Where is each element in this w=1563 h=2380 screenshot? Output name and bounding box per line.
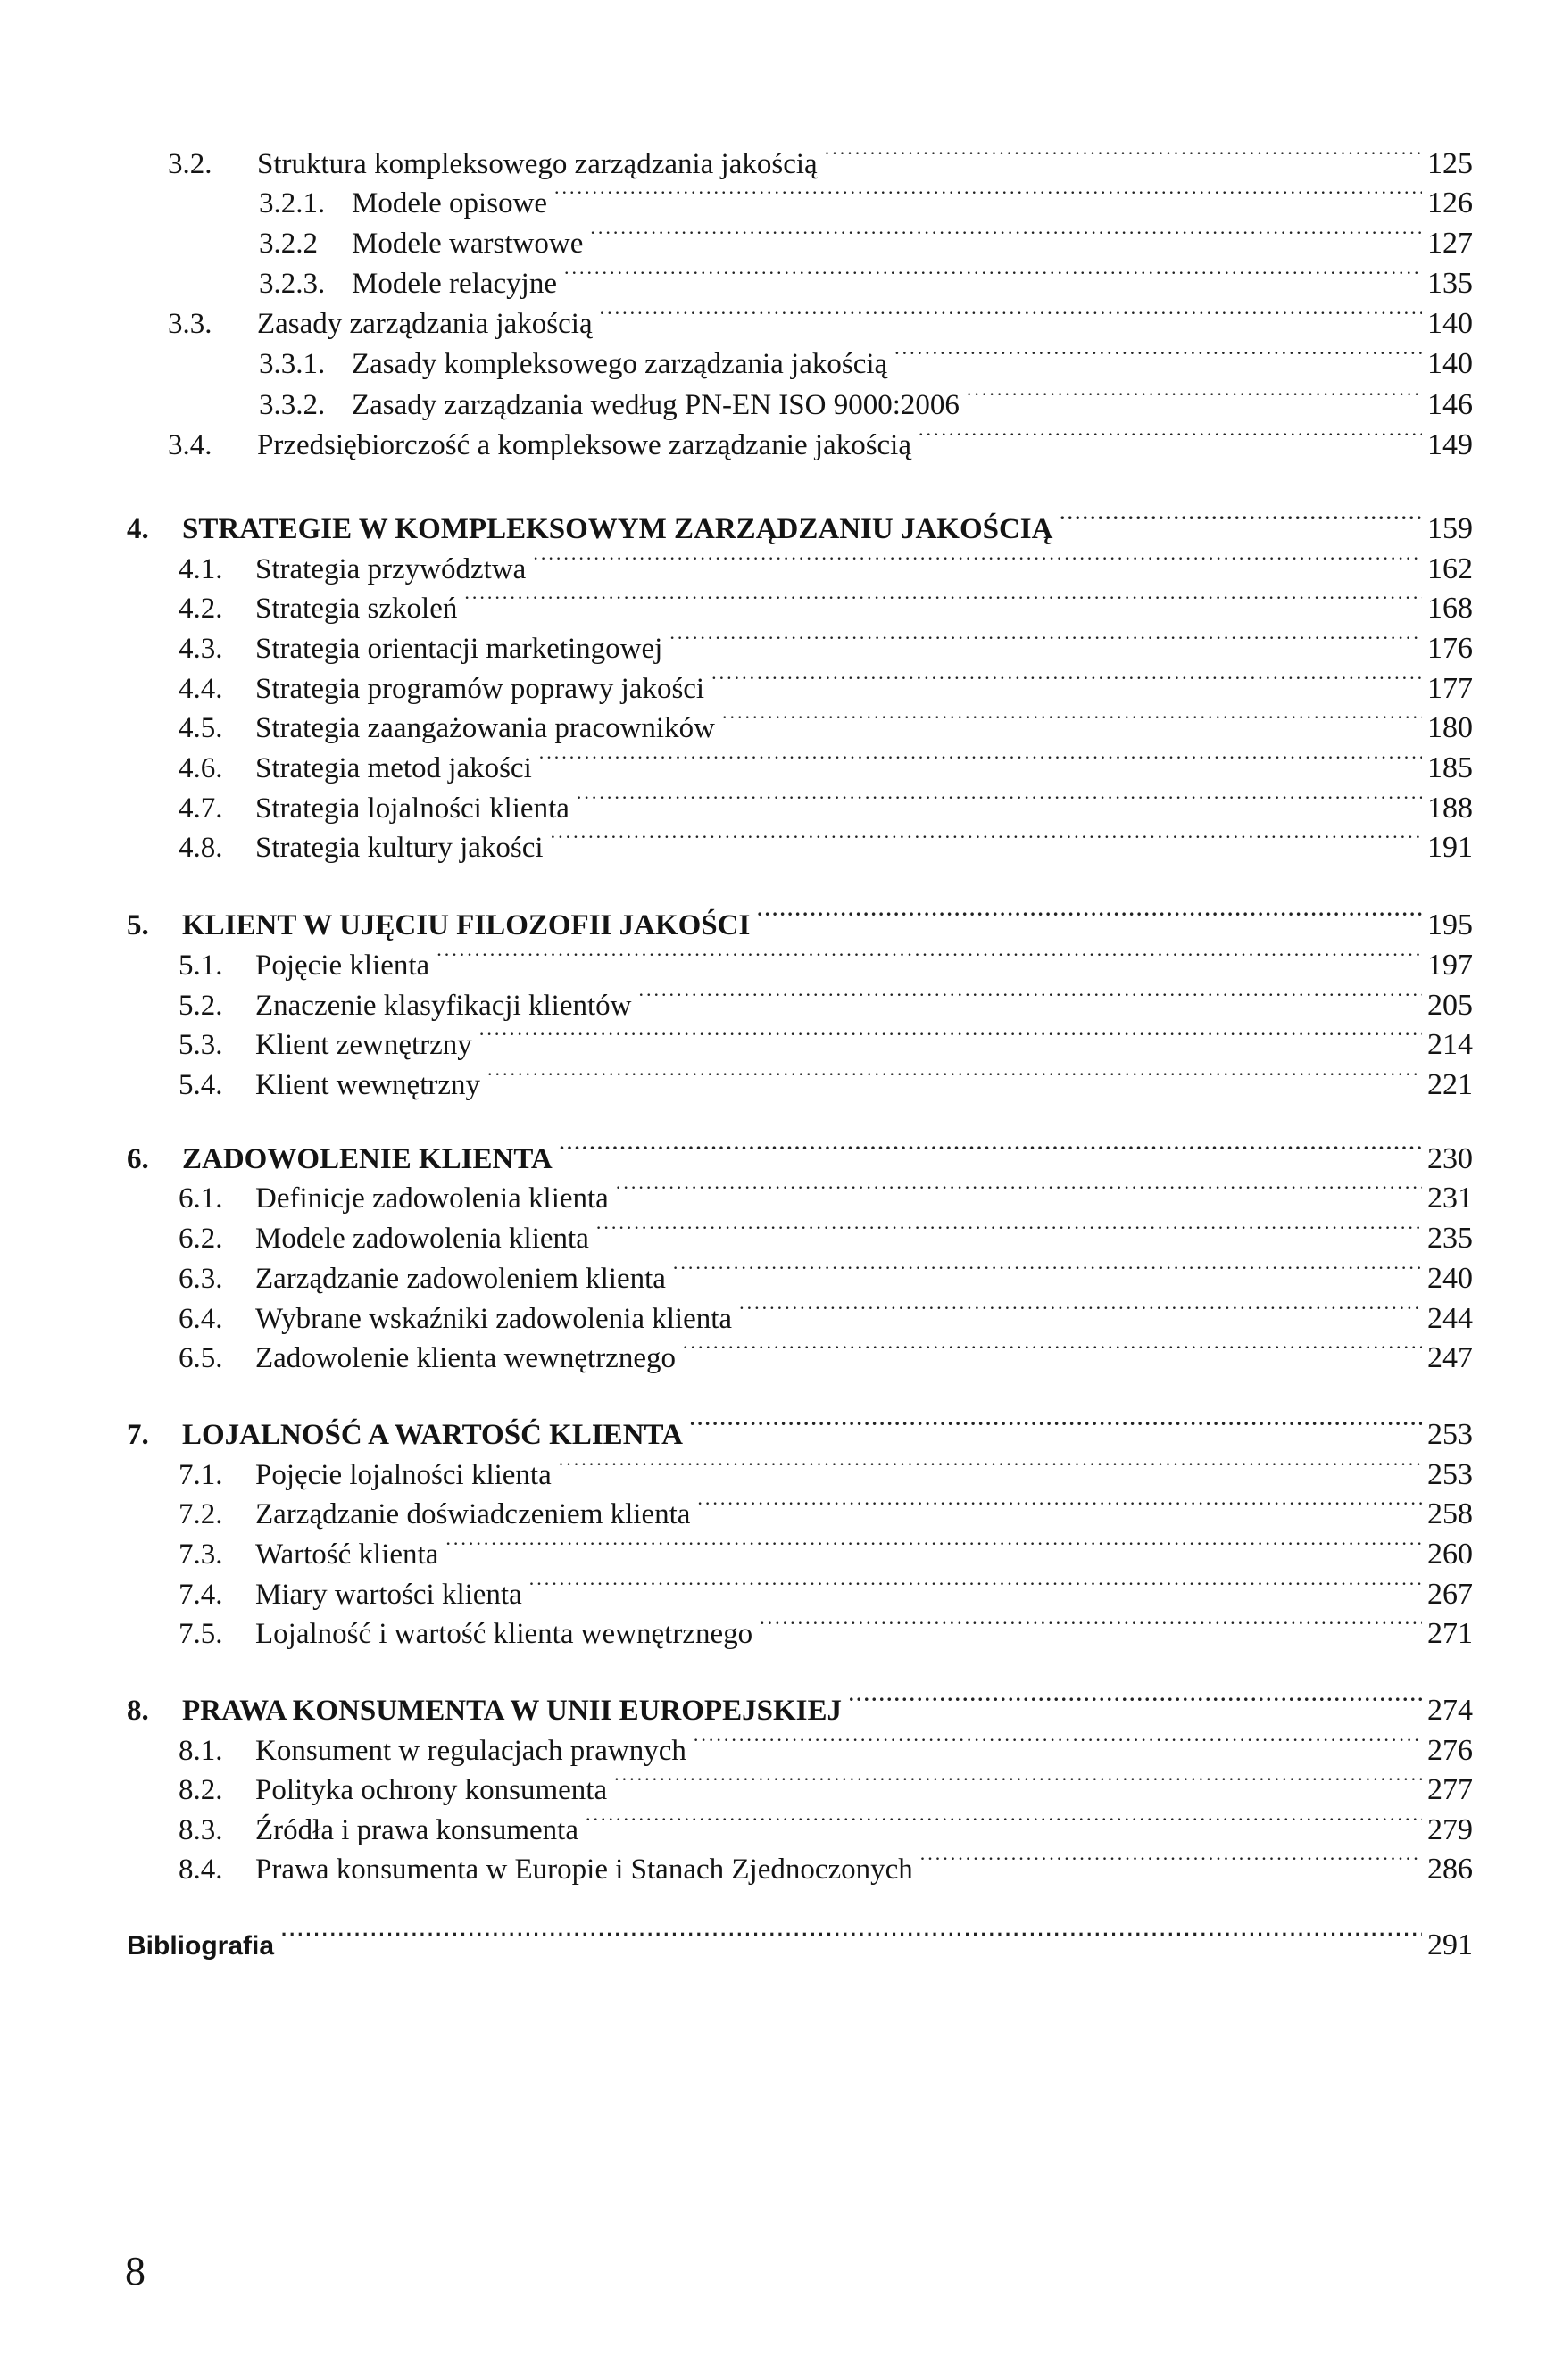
dot-leader bbox=[722, 701, 1422, 737]
toc-entry bbox=[179, 1172, 1473, 1216]
entry-number: 5.1. bbox=[179, 950, 223, 982]
entry-number: 3.2.1. bbox=[259, 187, 326, 220]
entry-title: Źródła i prawa konsumenta bbox=[255, 1814, 578, 1846]
chapter-title: ZADOWOLENIE KLIENTA bbox=[182, 1143, 553, 1175]
entry-number: 3.4. bbox=[168, 429, 212, 461]
chapter-title: LOJALNOŚĆ A WARTOŚĆ KLIENTA bbox=[182, 1419, 683, 1451]
entry-page: 276 bbox=[1427, 1734, 1473, 1767]
entry-title: Struktura kompleksowego zarządzania jakością bbox=[257, 148, 818, 180]
entry-page: 135 bbox=[1427, 267, 1473, 300]
entry-title: Modele zadowolenia klienta bbox=[255, 1223, 589, 1255]
entry-page: 146 bbox=[1427, 388, 1473, 421]
toc-entry bbox=[259, 337, 1473, 382]
entry-number: 5.2. bbox=[179, 990, 223, 1022]
entry-number: 4.1. bbox=[179, 553, 223, 585]
toc-entry bbox=[179, 742, 1473, 786]
entry-title: Strategia przywództwa bbox=[255, 553, 527, 585]
entry-number: 3.3.1. bbox=[259, 348, 326, 380]
dot-leader bbox=[436, 939, 1422, 974]
entry-page: 127 bbox=[1427, 227, 1473, 260]
toc-entry bbox=[179, 662, 1473, 707]
entry-title: Modele opisowe bbox=[352, 187, 548, 220]
entry-title: Strategia kultury jakości bbox=[255, 832, 544, 864]
entry-page: 253 bbox=[1427, 1458, 1473, 1491]
chapter-title: PRAWA KONSUMENTA W UNII EUROPEJSKIEJ bbox=[182, 1695, 842, 1727]
toc-entry bbox=[259, 177, 1473, 221]
entry-number: 3.2.3. bbox=[259, 268, 326, 300]
entry-number: 6.3. bbox=[179, 1263, 223, 1295]
entry-page: 247 bbox=[1427, 1341, 1473, 1374]
entry-page: 267 bbox=[1427, 1578, 1473, 1611]
entry-title: Polityka ochrony konsumenta bbox=[255, 1774, 608, 1806]
entry-number: 8.4. bbox=[179, 1853, 223, 1886]
entry-number: 8.3. bbox=[179, 1814, 223, 1846]
entry-page: 205 bbox=[1427, 989, 1473, 1022]
entry-title: Wybrane wskaźniki zadowolenia klienta bbox=[255, 1303, 733, 1335]
toc-entry bbox=[179, 622, 1473, 667]
entry-title: Klient wewnętrzny bbox=[255, 1069, 480, 1101]
entry-title: Miary wartości klienta bbox=[255, 1579, 522, 1611]
entry-title: Zasady zarządzania według PN-EN ISO 9000:2006 bbox=[352, 389, 960, 421]
entry-title: Pojęcie klienta bbox=[255, 950, 430, 982]
dot-leader bbox=[586, 1804, 1422, 1839]
entry-page: 162 bbox=[1427, 552, 1473, 585]
dot-leader bbox=[825, 137, 1422, 173]
bibliography-page: 291 bbox=[1427, 1928, 1473, 1961]
entry-number: 4.3. bbox=[179, 633, 223, 665]
entry-title: Konsument w regulacjach prawnych bbox=[255, 1735, 686, 1767]
dot-leader bbox=[590, 217, 1422, 253]
chapter-number: 8. bbox=[127, 1695, 149, 1727]
entry-page: 277 bbox=[1427, 1773, 1473, 1806]
entry-number: 3.3.2. bbox=[259, 389, 326, 421]
dot-leader bbox=[539, 742, 1422, 777]
entry-page: 176 bbox=[1427, 632, 1473, 665]
entry-title: Strategia zaangażowania pracowników bbox=[255, 712, 715, 744]
entry-title: Modele warstwowe bbox=[352, 228, 584, 260]
dot-leader bbox=[639, 979, 1423, 1015]
entry-number: 3.2. bbox=[168, 148, 212, 180]
entry-number: 5.3. bbox=[179, 1029, 223, 1061]
entry-title: Strategia lojalności klienta bbox=[255, 792, 569, 825]
entry-number: 8.1. bbox=[179, 1735, 223, 1767]
toc-entry bbox=[179, 1763, 1473, 1808]
dot-leader bbox=[445, 1528, 1422, 1563]
chapter-page: 274 bbox=[1427, 1694, 1473, 1727]
chapter-page: 253 bbox=[1427, 1418, 1473, 1451]
toc-entry bbox=[179, 939, 1473, 983]
entry-page: 140 bbox=[1427, 347, 1473, 380]
entry-page: 197 bbox=[1427, 949, 1473, 982]
dot-leader bbox=[560, 1132, 1422, 1168]
dot-leader bbox=[551, 821, 1422, 857]
dot-leader bbox=[600, 297, 1422, 333]
entry-title: Prawa konsumenta w Europie i Stanach Zjednoczonych bbox=[255, 1853, 913, 1886]
toc-entry bbox=[179, 1018, 1473, 1063]
toc-chapter bbox=[127, 899, 1473, 943]
entry-page: 180 bbox=[1427, 711, 1473, 744]
bibliography-title: Bibliografia bbox=[127, 1931, 275, 1961]
entry-page: 240 bbox=[1427, 1262, 1473, 1295]
dot-leader bbox=[596, 1212, 1422, 1248]
entry-page: 271 bbox=[1427, 1617, 1473, 1650]
chapter-number: 4. bbox=[127, 513, 149, 545]
toc-chapter bbox=[127, 1684, 1473, 1729]
dot-leader bbox=[694, 1724, 1422, 1760]
toc-entry bbox=[179, 582, 1473, 626]
toc-chapter bbox=[127, 1408, 1473, 1453]
entry-title: Lojalność i wartość klienta wewnętrznego bbox=[255, 1618, 753, 1650]
entry-title: Zarządzanie doświadczeniem klienta bbox=[255, 1498, 691, 1530]
entry-title: Zadowolenie klienta wewnętrznego bbox=[255, 1342, 676, 1374]
entry-title: Strategia programów poprawy jakości bbox=[255, 673, 705, 705]
toc-entry bbox=[168, 419, 1473, 463]
toc-entry bbox=[179, 1252, 1473, 1297]
dot-leader bbox=[529, 1568, 1422, 1604]
entry-page: 185 bbox=[1427, 751, 1473, 784]
toc-entry bbox=[179, 782, 1473, 826]
entry-page: 244 bbox=[1427, 1302, 1473, 1335]
dot-leader bbox=[577, 782, 1422, 817]
toc-entry bbox=[179, 1724, 1473, 1769]
toc-entry bbox=[179, 1212, 1473, 1256]
entry-number: 4.4. bbox=[179, 673, 223, 705]
dot-leader bbox=[479, 1018, 1422, 1054]
chapter-number: 7. bbox=[127, 1419, 149, 1451]
entry-page: 286 bbox=[1427, 1853, 1473, 1886]
entry-number: 4.6. bbox=[179, 752, 223, 784]
dot-leader bbox=[920, 1843, 1422, 1878]
toc-entry bbox=[179, 821, 1473, 866]
entry-page: 126 bbox=[1427, 187, 1473, 220]
entry-number: 4.5. bbox=[179, 712, 223, 744]
chapter-page: 195 bbox=[1427, 908, 1473, 941]
chapter-page: 159 bbox=[1427, 512, 1473, 545]
entry-title: Definicje zadowolenia klienta bbox=[255, 1182, 609, 1215]
toc-entry bbox=[179, 701, 1473, 746]
entry-number: 3.3. bbox=[168, 308, 212, 340]
dot-leader bbox=[690, 1408, 1422, 1444]
toc-entry bbox=[179, 979, 1473, 1024]
entry-page: 125 bbox=[1427, 147, 1473, 180]
toc-chapter bbox=[127, 1132, 1473, 1177]
dot-leader bbox=[281, 1919, 1422, 1954]
toc-entry bbox=[179, 1448, 1473, 1493]
entry-page: 258 bbox=[1427, 1497, 1473, 1530]
entry-title: Strategia szkoleń bbox=[255, 593, 458, 625]
toc-chapter bbox=[127, 502, 1473, 547]
chapter-title: KLIENT W UJĘCIU FILOZOFII JAKOŚCI bbox=[182, 909, 751, 941]
toc-entry bbox=[179, 1331, 1473, 1376]
chapter-number: 5. bbox=[127, 909, 149, 941]
entry-page: 231 bbox=[1427, 1182, 1473, 1215]
dot-leader bbox=[711, 662, 1422, 698]
entry-title: Pojęcie lojalności klienta bbox=[255, 1459, 552, 1491]
entry-number: 6.5. bbox=[179, 1342, 223, 1374]
toc-entry bbox=[179, 1528, 1473, 1572]
entry-page: 149 bbox=[1427, 428, 1473, 461]
entry-title: Strategia orientacji marketingowej bbox=[255, 633, 663, 665]
dot-leader bbox=[673, 1252, 1422, 1288]
toc-entry bbox=[179, 1804, 1473, 1848]
entry-number: 6.2. bbox=[179, 1223, 223, 1255]
toc-entry bbox=[179, 1607, 1473, 1652]
entry-number: 7.2. bbox=[179, 1498, 223, 1530]
dot-leader bbox=[739, 1292, 1422, 1328]
dot-leader bbox=[967, 378, 1422, 414]
dot-leader bbox=[464, 582, 1422, 618]
dot-leader bbox=[683, 1331, 1422, 1367]
chapter-number: 6. bbox=[127, 1143, 149, 1175]
dot-leader bbox=[919, 419, 1422, 454]
entry-number: 7.3. bbox=[179, 1538, 223, 1571]
entry-number: 6.1. bbox=[179, 1182, 223, 1215]
entry-number: 7.5. bbox=[179, 1618, 223, 1650]
entry-page: 235 bbox=[1427, 1222, 1473, 1255]
entry-title: Znaczenie klasyfikacji klientów bbox=[255, 990, 632, 1022]
page-number: 8 bbox=[125, 2248, 145, 2293]
chapter-title: STRATEGIE W KOMPLEKSOWYM ZARZĄDZANIU JAKOŚCIĄ bbox=[182, 513, 1053, 545]
dot-leader bbox=[849, 1684, 1422, 1720]
dot-leader bbox=[487, 1058, 1422, 1094]
entry-page: 188 bbox=[1427, 792, 1473, 825]
entry-page: 221 bbox=[1427, 1068, 1473, 1101]
entry-number: 5.4. bbox=[179, 1069, 223, 1101]
entry-number: 4.8. bbox=[179, 832, 223, 864]
entry-page: 214 bbox=[1427, 1028, 1473, 1061]
dot-leader bbox=[559, 1448, 1422, 1484]
toc-entry bbox=[179, 1843, 1473, 1887]
toc-entry bbox=[179, 543, 1473, 587]
entry-number: 8.2. bbox=[179, 1774, 223, 1806]
dot-leader bbox=[697, 1488, 1422, 1523]
entry-number: 3.2.2 bbox=[259, 228, 318, 260]
toc-bibliography bbox=[127, 1919, 1473, 1964]
dot-leader bbox=[669, 622, 1422, 658]
dot-leader bbox=[554, 177, 1422, 212]
entry-page: 177 bbox=[1427, 672, 1473, 705]
toc-entry bbox=[259, 217, 1473, 261]
toc-entry bbox=[179, 1568, 1473, 1613]
toc-entry bbox=[179, 1488, 1473, 1532]
entry-title: Zarządzanie zadowoleniem klienta bbox=[255, 1263, 666, 1295]
entry-title: Zasady zarządzania jakością bbox=[257, 308, 593, 340]
toc-entry bbox=[259, 257, 1473, 302]
entry-page: 168 bbox=[1427, 592, 1473, 625]
entry-number: 7.4. bbox=[179, 1579, 223, 1611]
dot-leader bbox=[616, 1172, 1422, 1207]
chapter-page: 230 bbox=[1427, 1142, 1473, 1175]
entry-title: Strategia metod jakości bbox=[255, 752, 532, 784]
toc-entry bbox=[259, 378, 1473, 423]
toc-entry bbox=[168, 137, 1473, 182]
entry-number: 4.7. bbox=[179, 792, 223, 825]
entry-number: 4.2. bbox=[179, 593, 223, 625]
dot-leader bbox=[1060, 502, 1422, 538]
entry-page: 191 bbox=[1427, 831, 1473, 864]
entry-title: Modele relacyjne bbox=[352, 268, 557, 300]
entry-title: Zasady kompleksowego zarządzania jakością bbox=[352, 348, 888, 380]
dot-leader bbox=[760, 1607, 1422, 1643]
dot-leader bbox=[894, 337, 1422, 373]
entry-title: Wartość klienta bbox=[255, 1538, 439, 1571]
dot-leader bbox=[757, 899, 1422, 934]
dot-leader bbox=[564, 257, 1422, 293]
entry-page: 140 bbox=[1427, 307, 1473, 340]
entry-title: Przedsiębiorczość a kompleksowe zarządzanie jakością bbox=[257, 429, 911, 461]
entry-number: 7.1. bbox=[179, 1459, 223, 1491]
dot-leader bbox=[533, 543, 1422, 578]
entry-title: Klient zewnętrzny bbox=[255, 1029, 472, 1061]
entry-number: 6.4. bbox=[179, 1303, 223, 1335]
entry-page: 279 bbox=[1427, 1813, 1473, 1846]
toc-entry bbox=[179, 1058, 1473, 1103]
toc-entry bbox=[168, 297, 1473, 342]
dot-leader bbox=[614, 1763, 1422, 1799]
toc-entry bbox=[179, 1292, 1473, 1337]
entry-page: 260 bbox=[1427, 1538, 1473, 1571]
